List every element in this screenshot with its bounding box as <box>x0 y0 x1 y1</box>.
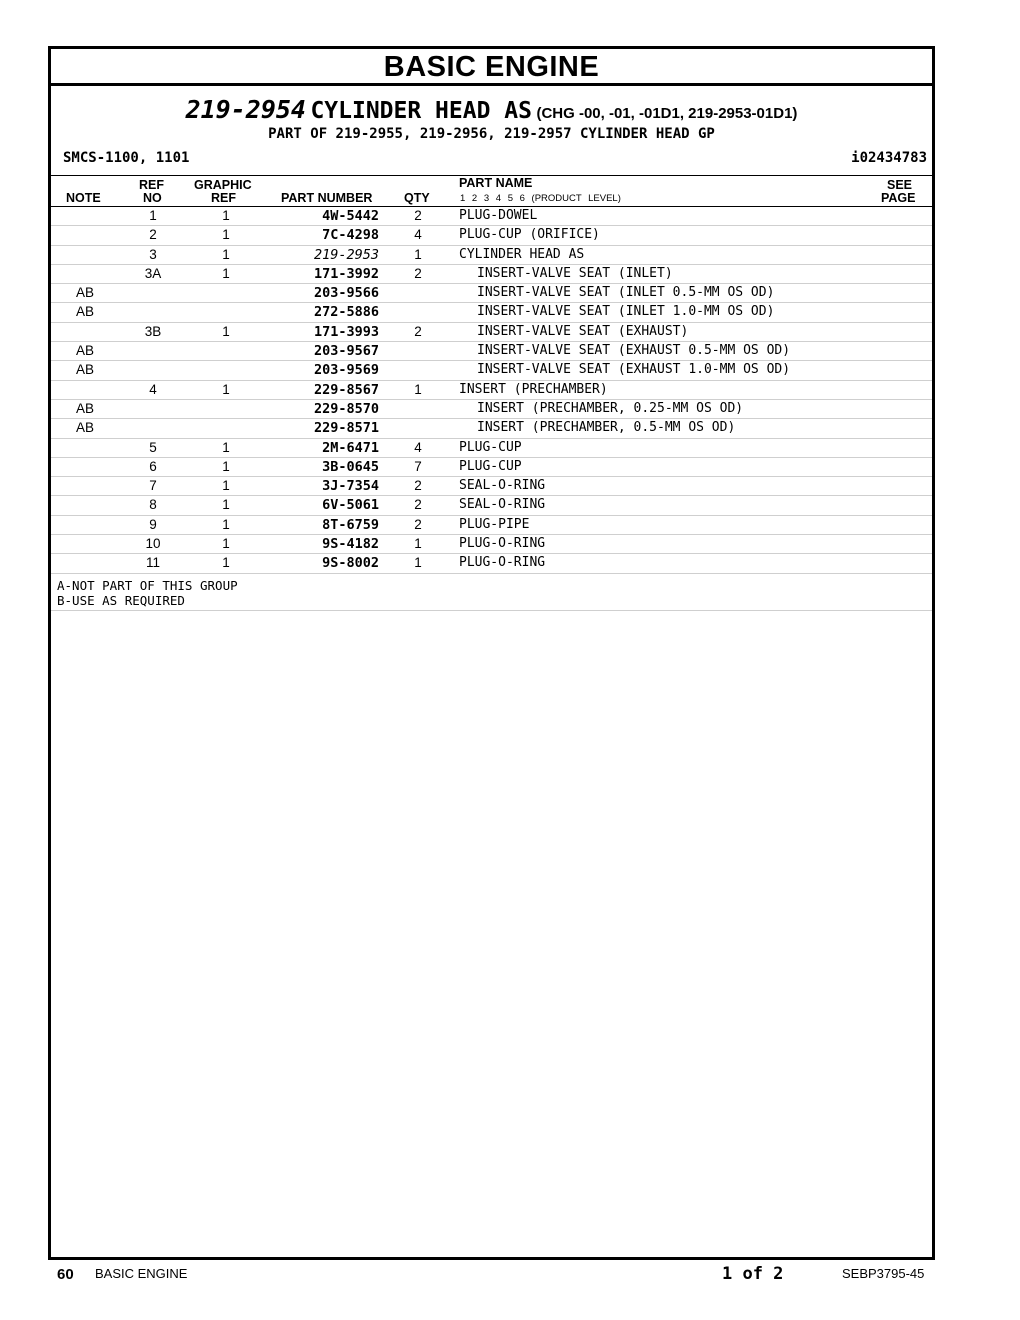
col-note: NOTE <box>66 191 101 205</box>
row-graphic-ref: 1 <box>222 323 230 339</box>
row-part-name: INSERT-VALVE SEAT (INLET 0.5-MM OS OD) <box>477 285 775 301</box>
row-qty: 2 <box>414 265 422 281</box>
col-part-number: PART NUMBER <box>281 191 373 205</box>
row-ref-no: 4 <box>149 381 157 397</box>
row-graphic-ref: 1 <box>222 458 230 474</box>
row-part-number[interactable]: 229-8571 <box>313 420 379 437</box>
row-ref-no: 1 <box>149 208 157 223</box>
section-title: BASIC ENGINE <box>51 49 932 86</box>
table-row <box>51 246 932 265</box>
row-part-name: INSERT-VALVE SEAT (EXHAUST 0.5-MM OS OD) <box>477 343 791 359</box>
row-part-number[interactable]: 3J-7354 <box>322 478 379 495</box>
row-ref-no: 10 <box>145 536 161 552</box>
footer-page-of: 1 of 2 <box>722 1264 784 1284</box>
table-row <box>51 323 932 342</box>
parts-table-body <box>51 207 932 574</box>
col-qty: QTY <box>404 191 430 205</box>
row-part-name: PLUG-CUP (ORIFICE) <box>459 227 600 243</box>
row-qty: 1 <box>414 381 422 397</box>
row-graphic-ref: 1 <box>222 265 230 281</box>
col-product-level: 1 2 3 4 5 6 (PRODUCT LEVEL) <box>460 193 621 204</box>
assembly-number[interactable]: 219-2954 <box>185 95 306 124</box>
row-graphic-ref: 1 <box>222 208 230 223</box>
part-of-line: PART OF 219-2955, 219-2956, 219-2957 CYLINDER HEAD GP <box>268 126 715 142</box>
row-part-name: INSERT-VALVE SEAT (EXHAUST) <box>477 323 689 339</box>
row-part-name: PLUG-PIPE <box>459 516 530 532</box>
row-note: AB <box>76 400 95 416</box>
row-graphic-ref: 1 <box>222 536 230 552</box>
table-row <box>51 554 932 573</box>
row-graphic-ref: 1 <box>222 439 230 455</box>
row-part-number[interactable]: 203-9566 <box>313 285 379 302</box>
row-part-name: SEAL-O-RING <box>459 478 546 494</box>
table-row <box>51 303 932 322</box>
table-header <box>51 176 932 207</box>
row-part-name: PLUG-DOWEL <box>459 208 538 223</box>
row-graphic-ref: 1 <box>222 516 230 532</box>
row-qty: 2 <box>414 478 422 494</box>
page-footer <box>0 1266 1020 1286</box>
col-graphic-bottom: REF <box>211 191 236 205</box>
col-part-name: PART NAME <box>459 176 533 190</box>
row-part-name: SEAL-O-RING <box>459 497 546 513</box>
row-qty: 4 <box>414 439 422 455</box>
table-row <box>51 496 932 515</box>
col-graphic-top: GRAPHIC <box>194 178 252 192</box>
col-see-top: SEE <box>887 178 913 192</box>
row-ref-no: 5 <box>149 439 157 455</box>
change-note: (CHG -00, -01, -01D1, 219-2953-01D1) <box>536 105 798 122</box>
row-part-number[interactable]: 9S-4182 <box>322 536 379 553</box>
row-graphic-ref: 1 <box>222 227 230 243</box>
table-row <box>51 226 932 245</box>
row-ref-no: 9 <box>149 516 157 532</box>
assembly-title <box>51 95 932 124</box>
row-part-number[interactable]: 171-3993 <box>313 323 379 340</box>
row-graphic-ref: 1 <box>222 246 230 262</box>
row-part-name: PLUG-O-RING <box>459 536 546 552</box>
row-qty: 4 <box>414 227 422 243</box>
row-part-number[interactable]: 7C-4298 <box>322 227 379 244</box>
row-graphic-ref: 1 <box>222 381 230 397</box>
row-part-name: PLUG-CUP <box>459 439 522 455</box>
table-row <box>51 458 932 477</box>
row-part-number[interactable]: 3B-0645 <box>322 458 379 475</box>
col-ref-bottom: NO <box>143 191 162 205</box>
row-part-name: INSERT-VALVE SEAT (EXHAUST 1.0-MM OS OD) <box>477 362 791 378</box>
row-part-name: PLUG-O-RING <box>459 555 546 571</box>
row-part-number[interactable]: 203-9567 <box>313 343 379 360</box>
table-row <box>51 477 932 496</box>
footer-section: BASIC ENGINE <box>95 1266 188 1281</box>
footer-document-id: SEBP3795-45 <box>842 1266 925 1281</box>
table-row <box>51 439 932 458</box>
row-qty: 1 <box>414 536 422 552</box>
smcs-code: SMCS-1100, 1101 <box>63 150 190 166</box>
table-row <box>51 284 932 303</box>
notes-block <box>51 574 932 611</box>
row-note: AB <box>76 304 95 320</box>
row-qty: 2 <box>414 323 422 339</box>
table-row <box>51 265 932 284</box>
row-qty: 2 <box>414 208 422 223</box>
row-ref-no: 8 <box>149 497 157 513</box>
row-part-number[interactable]: 2M-6471 <box>322 439 379 456</box>
parts-page-frame <box>48 46 935 1260</box>
table-row <box>51 400 932 419</box>
group-header <box>51 86 932 176</box>
row-part-number[interactable]: 203-9569 <box>313 362 379 379</box>
row-part-name: INSERT (PRECHAMBER, 0.25-MM OS OD) <box>477 400 744 416</box>
row-part-name: INSERT (PRECHAMBER, 0.5-MM OS OD) <box>477 420 736 436</box>
table-row <box>51 361 932 380</box>
row-qty: 7 <box>414 458 422 474</box>
footer-page-number: 60 <box>57 1266 74 1283</box>
note-a: A-NOT PART OF THIS GROUP <box>57 577 238 593</box>
row-part-number[interactable]: 4W-5442 <box>322 208 379 224</box>
row-part-number[interactable]: 229-8570 <box>313 400 379 417</box>
row-part-number[interactable]: 6V-5061 <box>322 497 379 514</box>
row-qty: 1 <box>414 555 422 571</box>
row-ref-no: 3 <box>149 246 157 262</box>
row-ref-no: 3A <box>144 265 162 281</box>
row-part-name: PLUG-CUP <box>459 458 522 474</box>
row-part-number[interactable]: 9S-8002 <box>322 555 379 572</box>
row-part-name: INSERT (PRECHAMBER) <box>459 381 608 397</box>
table-row <box>51 516 932 535</box>
row-ref-no: 3B <box>144 323 162 339</box>
illustration-id: i02434783 <box>851 150 927 166</box>
table-row <box>51 342 932 361</box>
col-see-bottom: PAGE <box>881 191 916 205</box>
assembly-name: CYLINDER HEAD AS <box>310 98 532 124</box>
row-part-number[interactable]: 219-2953 <box>313 246 379 263</box>
table-row <box>51 419 932 438</box>
row-note: AB <box>76 362 95 378</box>
row-part-name: CYLINDER HEAD AS <box>459 246 585 262</box>
row-note: AB <box>76 285 95 301</box>
row-part-number[interactable]: 229-8567 <box>313 381 379 398</box>
row-ref-no: 6 <box>149 458 157 474</box>
row-qty: 2 <box>414 497 422 513</box>
table-row <box>51 381 932 400</box>
row-part-name: INSERT-VALVE SEAT (INLET) <box>477 265 673 281</box>
row-part-number[interactable]: 171-3992 <box>313 265 379 282</box>
row-note: AB <box>76 420 95 436</box>
row-note: AB <box>76 343 95 359</box>
row-ref-no: 11 <box>145 555 160 571</box>
row-qty: 1 <box>414 246 422 262</box>
row-ref-no: 2 <box>149 227 157 243</box>
row-ref-no: 7 <box>149 478 157 494</box>
row-part-number[interactable]: 272-5886 <box>313 304 379 321</box>
table-row <box>51 207 932 226</box>
row-graphic-ref: 1 <box>222 497 230 513</box>
row-part-name: INSERT-VALVE SEAT (INLET 1.0-MM OS OD) <box>477 304 775 320</box>
row-part-number[interactable]: 8T-6759 <box>322 516 379 533</box>
row-graphic-ref: 1 <box>222 478 230 494</box>
row-qty: 2 <box>414 516 422 532</box>
row-graphic-ref: 1 <box>222 555 230 571</box>
table-row <box>51 535 932 554</box>
col-ref-top: REF <box>139 178 164 192</box>
note-b: B-USE AS REQUIRED <box>57 592 185 608</box>
